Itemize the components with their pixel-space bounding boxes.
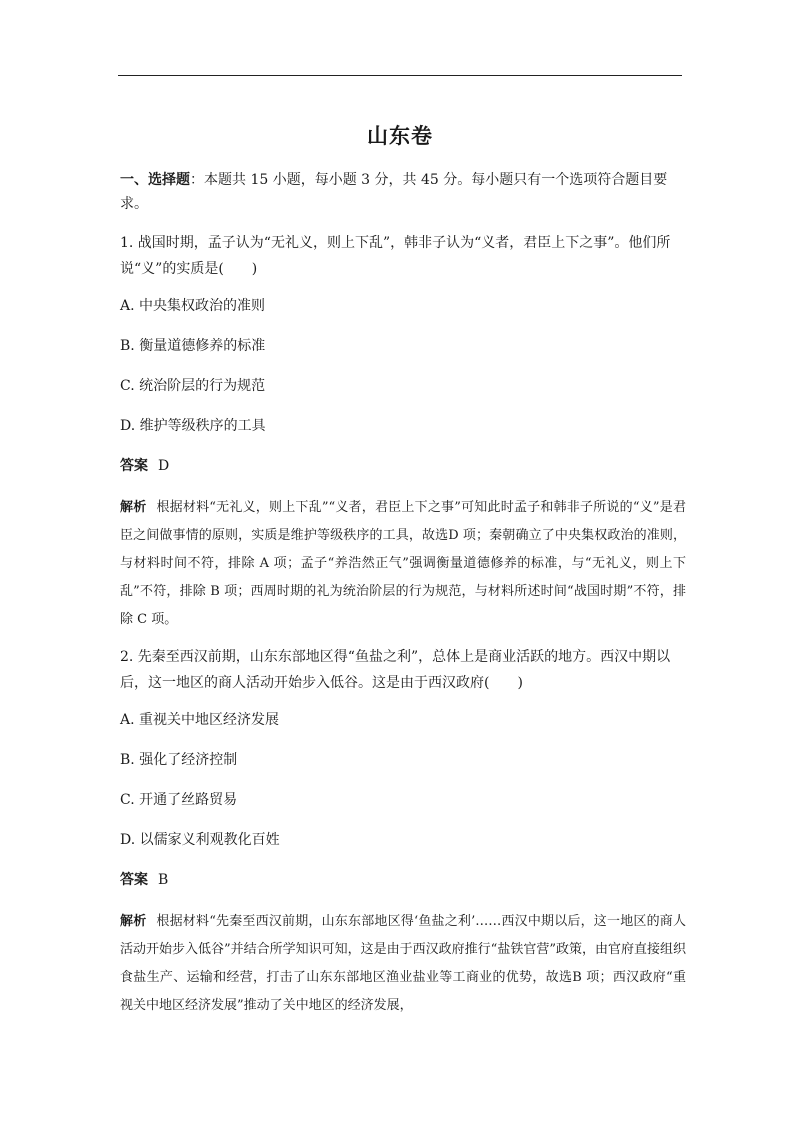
analysis-paragraph xyxy=(120,908,686,1020)
section-label: 一、选择题 xyxy=(120,172,190,188)
question-2 xyxy=(120,644,686,1020)
option-a: A. 重视关中地区经济发展 xyxy=(120,712,280,728)
analysis-label: 解析 xyxy=(120,500,147,515)
analysis-label: 解析 xyxy=(120,914,147,929)
answer-value: B xyxy=(158,872,169,888)
option-c: C. 统治阶层的行为规范 xyxy=(120,378,266,394)
analysis-text: 根据材料“先秦至西汉前期，山东东部地区得‘鱼盐之利’……西汉中期以后，这一地区的商人活动开始步入低谷”并结合所学知识可知，这是由于西汉政府推行“盐铁官营”政策，由官府直接组织食盐生产、运输和经营，打击了山东东部地区渔业盐业等工商业的优势，故选B 项；西汉政府“重视关中地区经济发展”推动了关中地区的经济发展， xyxy=(120,914,686,1013)
page-title: 山东卷 xyxy=(367,124,433,148)
question-1 xyxy=(120,230,686,634)
top-rule xyxy=(118,75,682,76)
answer-line xyxy=(120,454,686,478)
question-stem: 2. 先秦至西汉前期，山东东部地区得“鱼盐之利”，总体上是商业活跃的地方。西汉中期以后，这一地区的商人活动开始步入低谷。这是由于西汉政府( ) xyxy=(120,649,671,691)
option-d: D. 以儒家义利观教化百姓 xyxy=(120,832,280,848)
answer-value: D xyxy=(158,458,170,474)
option-c: C. 开通了丝路贸易 xyxy=(120,792,238,808)
section-instructions: ：本题共 15 小题，每小题 3 分，共 45 分。每小题只有一个选项符合题目要求。 xyxy=(120,172,668,212)
section-heading xyxy=(120,168,686,216)
analysis-text: 根据材料“无礼义，则上下乱”“义者，君臣上下之事”可知此时孟子和韩非子所说的“义”是君臣之间做事情的原则，实质是维护等级秩序的工具，故选D 项；秦朝确立了中央集权政治的准则，与材料时间不符，排除 A 项；孟子“养浩然正气”强调衡量道德修养的标准，与“无礼义，则上下乱”不符，排除 B 项；西周时期的礼为统治阶层的行为规范，与材料所述时间“战国时期”不符，排除 C 项。 xyxy=(120,500,686,627)
option-b: B. 衡量道德修养的标准 xyxy=(120,338,266,354)
option-a: A. 中央集权政治的准则 xyxy=(120,298,266,314)
answer-label: 答案 xyxy=(120,458,148,474)
option-b: B. 强化了经济控制 xyxy=(120,752,238,768)
question-stem: 1. 战国时期，孟子认为“无礼义，则上下乱”，韩非子认为“义者，君臣上下之事”。他们所说“义”的实质是( ) xyxy=(120,235,671,277)
document-body xyxy=(120,168,686,1030)
analysis-paragraph xyxy=(120,494,686,634)
answer-line xyxy=(120,868,686,892)
answer-label: 答案 xyxy=(120,872,148,888)
option-d: D. 维护等级秩序的工具 xyxy=(120,418,266,434)
